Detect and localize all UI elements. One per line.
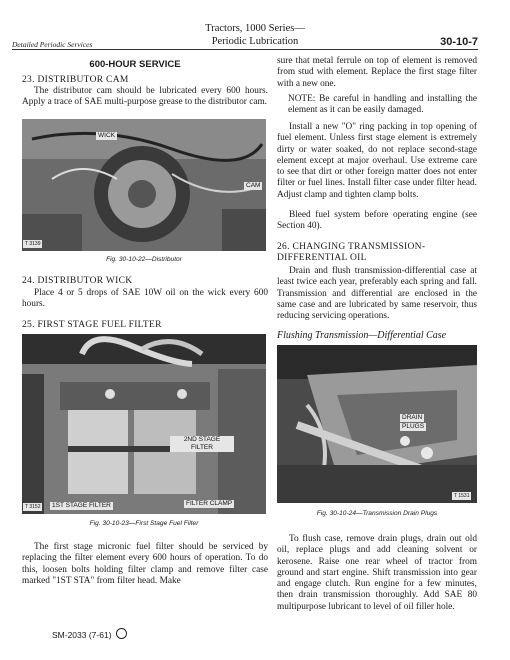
footer — [52, 628, 127, 640]
section-title: 600-HOUR SERVICE — [89, 59, 181, 70]
figure-ref-24: T 1531 — [454, 493, 470, 499]
heading-flushing: Flushing Transmission—Differential Case — [277, 330, 447, 341]
union-label-icon — [116, 628, 127, 639]
label-1st-stage-filter: 1ST STAGE FILTER — [52, 502, 111, 509]
distributor-cam-paragraph: The distributor cam should be lubricated every 600 hours. Apply a trace of SAE multi-purpose grease to the distributor cam. — [22, 86, 268, 108]
note-block — [288, 94, 477, 117]
label-filter-clamp: FILTER CLAMP — [186, 500, 233, 507]
caption-fig-24: Fig. 30-10-24—Transmission Drain Plugs — [316, 510, 438, 517]
label-drain: DRAIN — [402, 414, 423, 421]
figure-ref-23: T 3152 — [25, 504, 41, 510]
caption-fig-22: Fig. 30-10-22—Distributor — [106, 256, 182, 263]
bleed-block — [277, 210, 477, 233]
flush-block — [277, 534, 477, 613]
fuel-filter-photo — [22, 334, 266, 514]
transmission-block — [277, 266, 477, 322]
distributor-wick-text — [22, 288, 268, 311]
first-stage-filter-paragraph: The first stage micronic fuel filter should be serviced by replacing the filter element every 600 hours of operation. To do this, loosen bolts holding filter clamp and remove filter case marked "1ST STA" from filter head. Make — [22, 542, 268, 586]
note-paragraph: NOTE: Be careful in handling and installing the element as it can be easily damaged. — [288, 94, 477, 116]
transmission-paragraph: Drain and flush transmission-differential case at least twice each year, preferably each spring and fall. Transmission and differential are enclosed in the same case and are lubricated by same reservoir, thus reducing servicing operations. — [277, 266, 477, 322]
right-column-top — [277, 56, 477, 90]
install-block — [277, 122, 477, 201]
heading-first-stage-filter: 25. FIRST STAGE FUEL FILTER — [22, 320, 162, 330]
bleed-paragraph: Bleed fuel system before operating engine (see Section 40). — [277, 210, 477, 232]
flush-paragraph: To flush case, remove drain plugs, drain out old oil, replace plugs and add cleaning solvent or kerosene. Raise one rear wheel of tractor from ground and start engine. Shift transmission into gear and engage clutch. Run engine for a few minutes, then drain transmission thoroughly. Add SAE 80 multipurpose lubricant to level of oil filler hole. — [277, 534, 477, 612]
label-2nd-stage-filter: 2ND STAGE FILTER — [170, 436, 234, 452]
header-title-line1: Tractors, 1000 Series— — [205, 23, 305, 34]
ferrule-paragraph: sure that metal ferrule on top of element is removed from stud with element. Replace the first stage filter with a new one. — [277, 56, 477, 89]
distributor-photo — [22, 119, 266, 251]
footer-code: SM-2033 (7-61) — [52, 630, 112, 640]
heading-distributor-wick: 24. DISTRIBUTOR WICK — [22, 276, 133, 286]
figure-ref-22: T 3139 — [25, 241, 41, 247]
distributor-wick-paragraph: Place 4 or 5 drops of SAE 10W oil on the wick every 600 hours. — [22, 288, 268, 310]
header-title-line2: Periodic Lubrication — [211, 36, 299, 47]
heading-transmission-oil: 26. CHANGING TRANSMISSION-DIFFERENTIAL OIL — [277, 242, 426, 263]
first-stage-filter-text — [22, 542, 268, 587]
caption-fig-23: Fig. 30-10-23—First Stage Fuel Filter — [89, 520, 199, 527]
drain-plugs-photo — [277, 345, 477, 503]
header-rule — [12, 49, 478, 50]
distributor-cam-text — [22, 86, 268, 109]
label-plugs: PLUGS — [402, 423, 425, 430]
running-header-center — [150, 22, 360, 48]
label-cam: CAM — [246, 182, 261, 189]
page-number: 30-10-7 — [440, 36, 478, 48]
install-paragraph: Install a new "O" ring packing in top opening of fuel element. Unless first stage element is extremely dirty or water soaked, do not replace second-stage element except at major overhaul. Use extreme care to see that dirt or other foreign matter does not enter filter or fuel lines. Install filter case under filter head. Adjust clamp and tighten clamp bolts. — [277, 122, 477, 200]
heading-distributor-cam: 23. DISTRIBUTOR CAM — [22, 75, 129, 85]
label-wick: WICK — [98, 132, 115, 139]
running-header-left: Detailed Periodic Services — [12, 40, 93, 49]
